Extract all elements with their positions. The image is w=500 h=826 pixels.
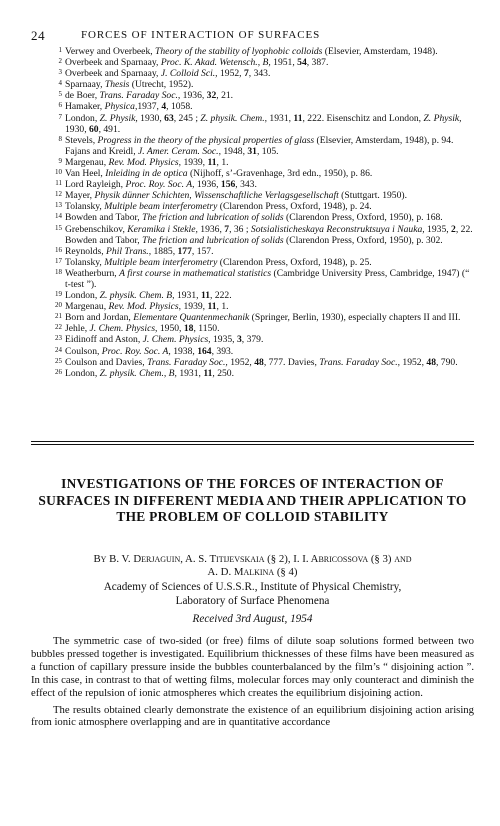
bold-volume: 11 xyxy=(200,290,211,302)
text-span: Mayer, xyxy=(65,190,95,202)
italic-span: Inleiding in de optica xyxy=(105,168,188,180)
text-span: , 790. xyxy=(436,356,458,368)
text-span: (§ 2), xyxy=(264,553,294,565)
reference-number: 20 xyxy=(55,301,62,310)
reference-item xyxy=(31,79,474,90)
reference-item xyxy=(31,290,474,301)
text-span: (Clarendon Press, Oxford, 1948), p. 24. xyxy=(217,201,372,213)
bold-volume: 48 xyxy=(426,356,436,368)
reference-item xyxy=(31,301,474,312)
running-header xyxy=(31,28,471,44)
italic-span: Thesis xyxy=(104,79,130,91)
text-span: 1885, xyxy=(151,245,178,257)
text-span: 1939, xyxy=(181,156,208,168)
text-span: , 222. xyxy=(210,290,232,302)
text-span: , 393. xyxy=(211,345,234,357)
text-span: 1936, xyxy=(194,179,221,191)
italic-span: The friction and lubrication of solids xyxy=(142,212,284,224)
reference-item xyxy=(31,268,474,290)
reference-item xyxy=(31,257,474,268)
author-names: B. V. Derjaguin, A. S. Titijevskaia xyxy=(109,553,265,565)
reference-number: 8 xyxy=(58,134,62,143)
italic-span: Elementare Quantenmechanik xyxy=(133,312,250,324)
italic-span: Z. Physik, xyxy=(423,112,462,124)
text-span: 1948, xyxy=(220,145,248,157)
text-span: 1950, xyxy=(157,323,184,335)
text-span: , 1058. xyxy=(166,101,193,113)
reference-number: 25 xyxy=(55,356,62,365)
authors-line-2 xyxy=(31,566,474,579)
reference-item xyxy=(31,90,474,101)
reference-number: 23 xyxy=(55,334,62,343)
reference-number: 24 xyxy=(55,345,62,354)
italic-span: Z. physik. Chem. B, xyxy=(99,290,175,302)
text-span: , 222. Eisenschitz and London, xyxy=(302,112,424,124)
bold-volume: 18 xyxy=(183,323,194,335)
text-span: (Clarendon Press, Oxford, 1950), p. 302. xyxy=(283,234,443,246)
bold-volume: 4 xyxy=(161,101,167,113)
text-span: 1935, xyxy=(424,223,452,235)
author-block xyxy=(31,553,474,579)
text-span: Margenau, xyxy=(65,301,109,313)
text-span: Tolansky, xyxy=(65,256,105,268)
reference-number: 21 xyxy=(55,312,62,321)
text-span: 1952, xyxy=(400,356,427,368)
italic-span: Phil Trans., xyxy=(106,245,152,257)
text-span: (§ 3) xyxy=(368,553,395,565)
text-span: (Utrecht, 1952). xyxy=(129,79,194,91)
reference-item xyxy=(31,334,474,345)
text-span: 1936, xyxy=(180,90,207,102)
text-span: 1931, xyxy=(176,367,204,379)
bold-volume: 54 xyxy=(297,57,307,69)
text-span: , 36 ; xyxy=(229,223,251,235)
section-divider-bottom xyxy=(31,444,474,445)
bold-volume: 32 xyxy=(206,90,217,102)
text-span: Jehle, xyxy=(65,323,90,335)
reference-item xyxy=(31,190,474,201)
text-span: (Elsevier, Amsterdam, 1948). xyxy=(322,46,438,57)
reference-number: 15 xyxy=(55,223,62,232)
text-span: London, xyxy=(65,112,100,124)
text-span: , 250. xyxy=(212,367,234,379)
italic-span: J. Amer. Ceram. Soc., xyxy=(138,145,221,157)
reference-number: 19 xyxy=(55,290,62,299)
reference-item xyxy=(31,312,474,323)
text-span: Grebenschikov, xyxy=(65,223,128,235)
abstract-paragraph-2: The results obtained clearly demonstrate the existence of an equilibrium disjoining action arising from ionic atmosphere overlapping and are in quantitative accordance xyxy=(31,703,474,729)
reference-number: 3 xyxy=(58,68,62,77)
authors-line-1-names xyxy=(109,553,411,565)
italic-span: Trans. Faraday Soc., xyxy=(319,356,401,368)
text-span: Born and Jordan, xyxy=(65,312,134,324)
reference-number: 2 xyxy=(58,57,62,66)
text-span: Lord Rayleigh, xyxy=(65,179,126,191)
text-span: , 379. xyxy=(241,334,264,346)
reference-number: 10 xyxy=(55,168,62,177)
text-span: , 21. xyxy=(216,90,234,102)
text-span: 1936, xyxy=(197,223,225,235)
text-span: 1930, xyxy=(65,123,89,135)
text-span: Verwey and Overbeek, xyxy=(65,46,156,57)
bold-volume: 60 xyxy=(88,123,99,135)
text-span: Sparnaay, xyxy=(65,79,105,91)
italic-span: Rev. Mod. Physics, xyxy=(108,301,182,313)
reference-item xyxy=(31,113,474,135)
text-span: 1930, xyxy=(137,112,165,124)
italic-span: Physica, xyxy=(104,101,138,113)
reference-item xyxy=(31,224,474,246)
italic-span: The friction and lubrication of solids xyxy=(142,234,284,246)
author-names: A. D. Malkina xyxy=(207,566,275,578)
text-span: , 22. Bowden and Tabor, xyxy=(65,223,473,246)
bold-volume: 7 xyxy=(243,68,249,80)
text-span: (Stuttgart. 1950). xyxy=(338,190,407,202)
bold-volume: 164 xyxy=(197,345,212,357)
reference-number: 5 xyxy=(58,90,62,99)
italic-span: Z. physik. Chem., B, xyxy=(99,367,177,379)
text-span: 1951, xyxy=(270,57,298,69)
text-span: , 157. xyxy=(191,245,214,257)
italic-span: A first course in mathematical statistics xyxy=(119,267,272,279)
reference-number: 6 xyxy=(58,101,62,110)
italic-span: Multiple beam interferometry xyxy=(104,201,218,213)
reference-item xyxy=(31,357,474,368)
bold-volume: 63 xyxy=(164,112,174,124)
reference-item xyxy=(31,323,474,334)
italic-span: J. Chem. Physics, xyxy=(89,323,158,335)
reference-item xyxy=(31,68,474,79)
bold-volume: 3 xyxy=(236,334,242,346)
italic-span: Theory of the stability of lyophobic colloids xyxy=(155,46,323,57)
reference-item xyxy=(31,212,474,223)
received-date: Received 3rd August, 1954 xyxy=(192,613,313,625)
bold-volume: 48 xyxy=(254,356,264,368)
italic-span: Trans. Faraday Soc., xyxy=(99,90,181,102)
bold-volume: 31 xyxy=(247,145,257,157)
affiliation-line-1: Academy of Sciences of U.S.S.R., Institute of Physical Chemistry, xyxy=(103,581,402,593)
reference-number: 13 xyxy=(55,201,62,210)
abstract-paragraph-1: The symmetric case of two-sided (or free) films of dilute soap solutions formed between two bubbles pressed together is investigated. Equilibrium thicknesses of these films have been measured as a function of capillary pressure inside the bubbles counterbalanced by the film’s “ disjoining action ”. In this case, in contrast to that of wetting films, molecular forces may only counteract and diminish the effect of the repulsion of ionic atmospheres which creates the equilibrium disjoining action. xyxy=(31,635,474,699)
text-span: (§ 4) xyxy=(274,566,298,578)
text-span: , 105. xyxy=(256,145,279,157)
reference-item xyxy=(31,246,474,257)
text-span: , 343. xyxy=(235,179,257,191)
reference-number: 16 xyxy=(55,245,62,254)
text-span: , 343. xyxy=(248,68,271,80)
text-span: (Clarendon Press, Oxford, 1950), p. 168. xyxy=(283,212,443,224)
text-span: Van Heel, xyxy=(65,168,106,180)
text-span: 1938, xyxy=(170,345,198,357)
text-span: 1952, xyxy=(227,356,255,368)
italic-span: Sotsialisticheskaya Reconstruktsuya i Nauka, xyxy=(250,223,425,235)
reference-number: 14 xyxy=(55,212,62,221)
reference-item xyxy=(31,179,474,190)
reference-number: 7 xyxy=(58,112,62,121)
text-span: , 1150. xyxy=(193,323,220,335)
italic-span: Proc. Roy. Soc. A, xyxy=(101,345,171,357)
bold-volume: 11 xyxy=(203,367,213,379)
text-span: Overbeek and Sparnaay, xyxy=(65,57,161,69)
text-span: (Clarendon Press, Oxford, 1948), p. 25. xyxy=(217,256,372,268)
reference-number: 9 xyxy=(58,156,62,165)
text-span: 1937, xyxy=(137,101,162,113)
italic-span: Proc. K. Akad. Wetensch., B, xyxy=(160,57,271,69)
bold-volume: 11 xyxy=(293,112,303,124)
reference-number: 17 xyxy=(55,256,62,265)
reference-number: 22 xyxy=(55,323,62,332)
reference-number: 18 xyxy=(55,267,62,276)
reference-item xyxy=(31,135,474,157)
by-label: By xyxy=(93,553,107,565)
reference-item xyxy=(31,368,474,379)
reference-number: 4 xyxy=(58,79,62,88)
italic-span: Z. Physik, xyxy=(99,112,138,124)
text-span: Eidinoff and Aston, xyxy=(65,334,143,346)
author-names: and xyxy=(394,553,412,565)
reference-item xyxy=(31,157,474,168)
text-span: , 245 ; xyxy=(173,112,201,124)
author-names: I. I. Abricossova xyxy=(293,553,369,565)
reference-number: 26 xyxy=(55,367,62,376)
text-span: Margenau, xyxy=(65,156,109,168)
text-span: 1931, xyxy=(174,290,201,302)
text-span: Bowden and Tabor, xyxy=(65,212,143,224)
authors-line-1 xyxy=(31,553,474,566)
reference-item xyxy=(31,57,474,68)
affiliation-line-2: Laboratory of Surface Phenomena xyxy=(175,594,330,607)
bold-volume: 7 xyxy=(224,223,230,235)
italic-span: Multiple beam interferometry xyxy=(104,256,218,268)
text-span: (Springer, Berlin, 1930), especially chapters II and III. xyxy=(249,312,461,324)
page-number: 24 xyxy=(31,28,46,43)
text-span: Tolansky, xyxy=(65,201,105,213)
text-span: , 491. xyxy=(98,123,121,135)
bold-volume: 177 xyxy=(177,245,192,257)
italic-span: Progress in the theory of the physical properties of glass xyxy=(97,134,315,146)
reference-item xyxy=(31,46,474,57)
italic-span: Z. physik. Chem., xyxy=(200,112,268,124)
text-span: London, xyxy=(65,367,100,379)
reference-list xyxy=(31,46,474,379)
bold-volume: 156 xyxy=(220,179,236,191)
text-span: Hamaker, xyxy=(65,101,105,113)
italic-span: Rev. Mod. Physics, xyxy=(108,156,182,168)
bold-volume: 2 xyxy=(451,223,456,235)
affiliation xyxy=(31,581,474,608)
text-span: Weatherburn, xyxy=(65,267,120,279)
text-span: 1935, xyxy=(210,334,237,346)
running-title: FORCES OF INTERACTION OF SURFACES xyxy=(81,29,321,41)
reference-item xyxy=(31,101,474,112)
section-divider-top xyxy=(31,441,474,442)
text-span: de Boer, xyxy=(65,90,100,102)
italic-span: Trans. Faraday Soc., xyxy=(147,356,228,368)
bold-volume: 11 xyxy=(207,301,217,313)
text-span: (Nijhoff, s’-Gravenhage, 3rd edn., 1950), p. 86. xyxy=(187,168,373,180)
text-span: Reynolds, xyxy=(65,245,107,257)
text-span: Coulson, xyxy=(65,345,102,357)
reference-number: 1 xyxy=(58,46,62,54)
reference-number: 11 xyxy=(55,179,62,188)
reference-item xyxy=(31,168,474,179)
italic-span: Proc. Roy. Soc. A, xyxy=(125,179,195,191)
text-span: Coulson and Davies, xyxy=(65,356,148,368)
italic-span: J. Chem. Physics, xyxy=(142,334,211,346)
text-span: (Elsevier, Amsterdam, 1948), p. 94. Fajans and Kreidl, xyxy=(65,134,454,157)
text-span: 1939, xyxy=(181,301,208,313)
text-span: Overbeek and Sparnaay, xyxy=(65,68,161,80)
text-span: 1931, xyxy=(267,112,294,124)
text-span: , 777. Davies, xyxy=(263,356,320,368)
italic-span: Physik dünner Schichten, Wissenschaftliche Verlagsgesellschaft xyxy=(94,190,339,202)
italic-span: Keramika i Stekle, xyxy=(127,223,198,235)
abstract xyxy=(31,635,474,729)
text-span: , 1. xyxy=(216,156,229,168)
text-span: 1952, xyxy=(217,68,244,80)
italic-span: J. Colloid Sci., xyxy=(160,68,218,80)
article-title: INVESTIGATIONS OF THE FORCES OF INTERACTION OF SURFACES IN DIFFERENT MEDIA AND THEIR APPLICATION TO THE PROBLEM OF COLLOID STABILITY xyxy=(38,476,467,524)
reference-item xyxy=(31,201,474,212)
text-span: , 387. xyxy=(306,57,329,69)
text-span: (Cambridge University Press, Cambridge, 1947) (“ t-test ”). xyxy=(65,267,470,290)
text-span: Stevels, xyxy=(65,134,98,146)
reference-number: 12 xyxy=(55,190,62,199)
text-span: , 1. xyxy=(216,301,229,313)
reference-item xyxy=(31,346,474,357)
text-span: London, xyxy=(65,290,100,302)
bold-volume: 11 xyxy=(207,156,217,168)
